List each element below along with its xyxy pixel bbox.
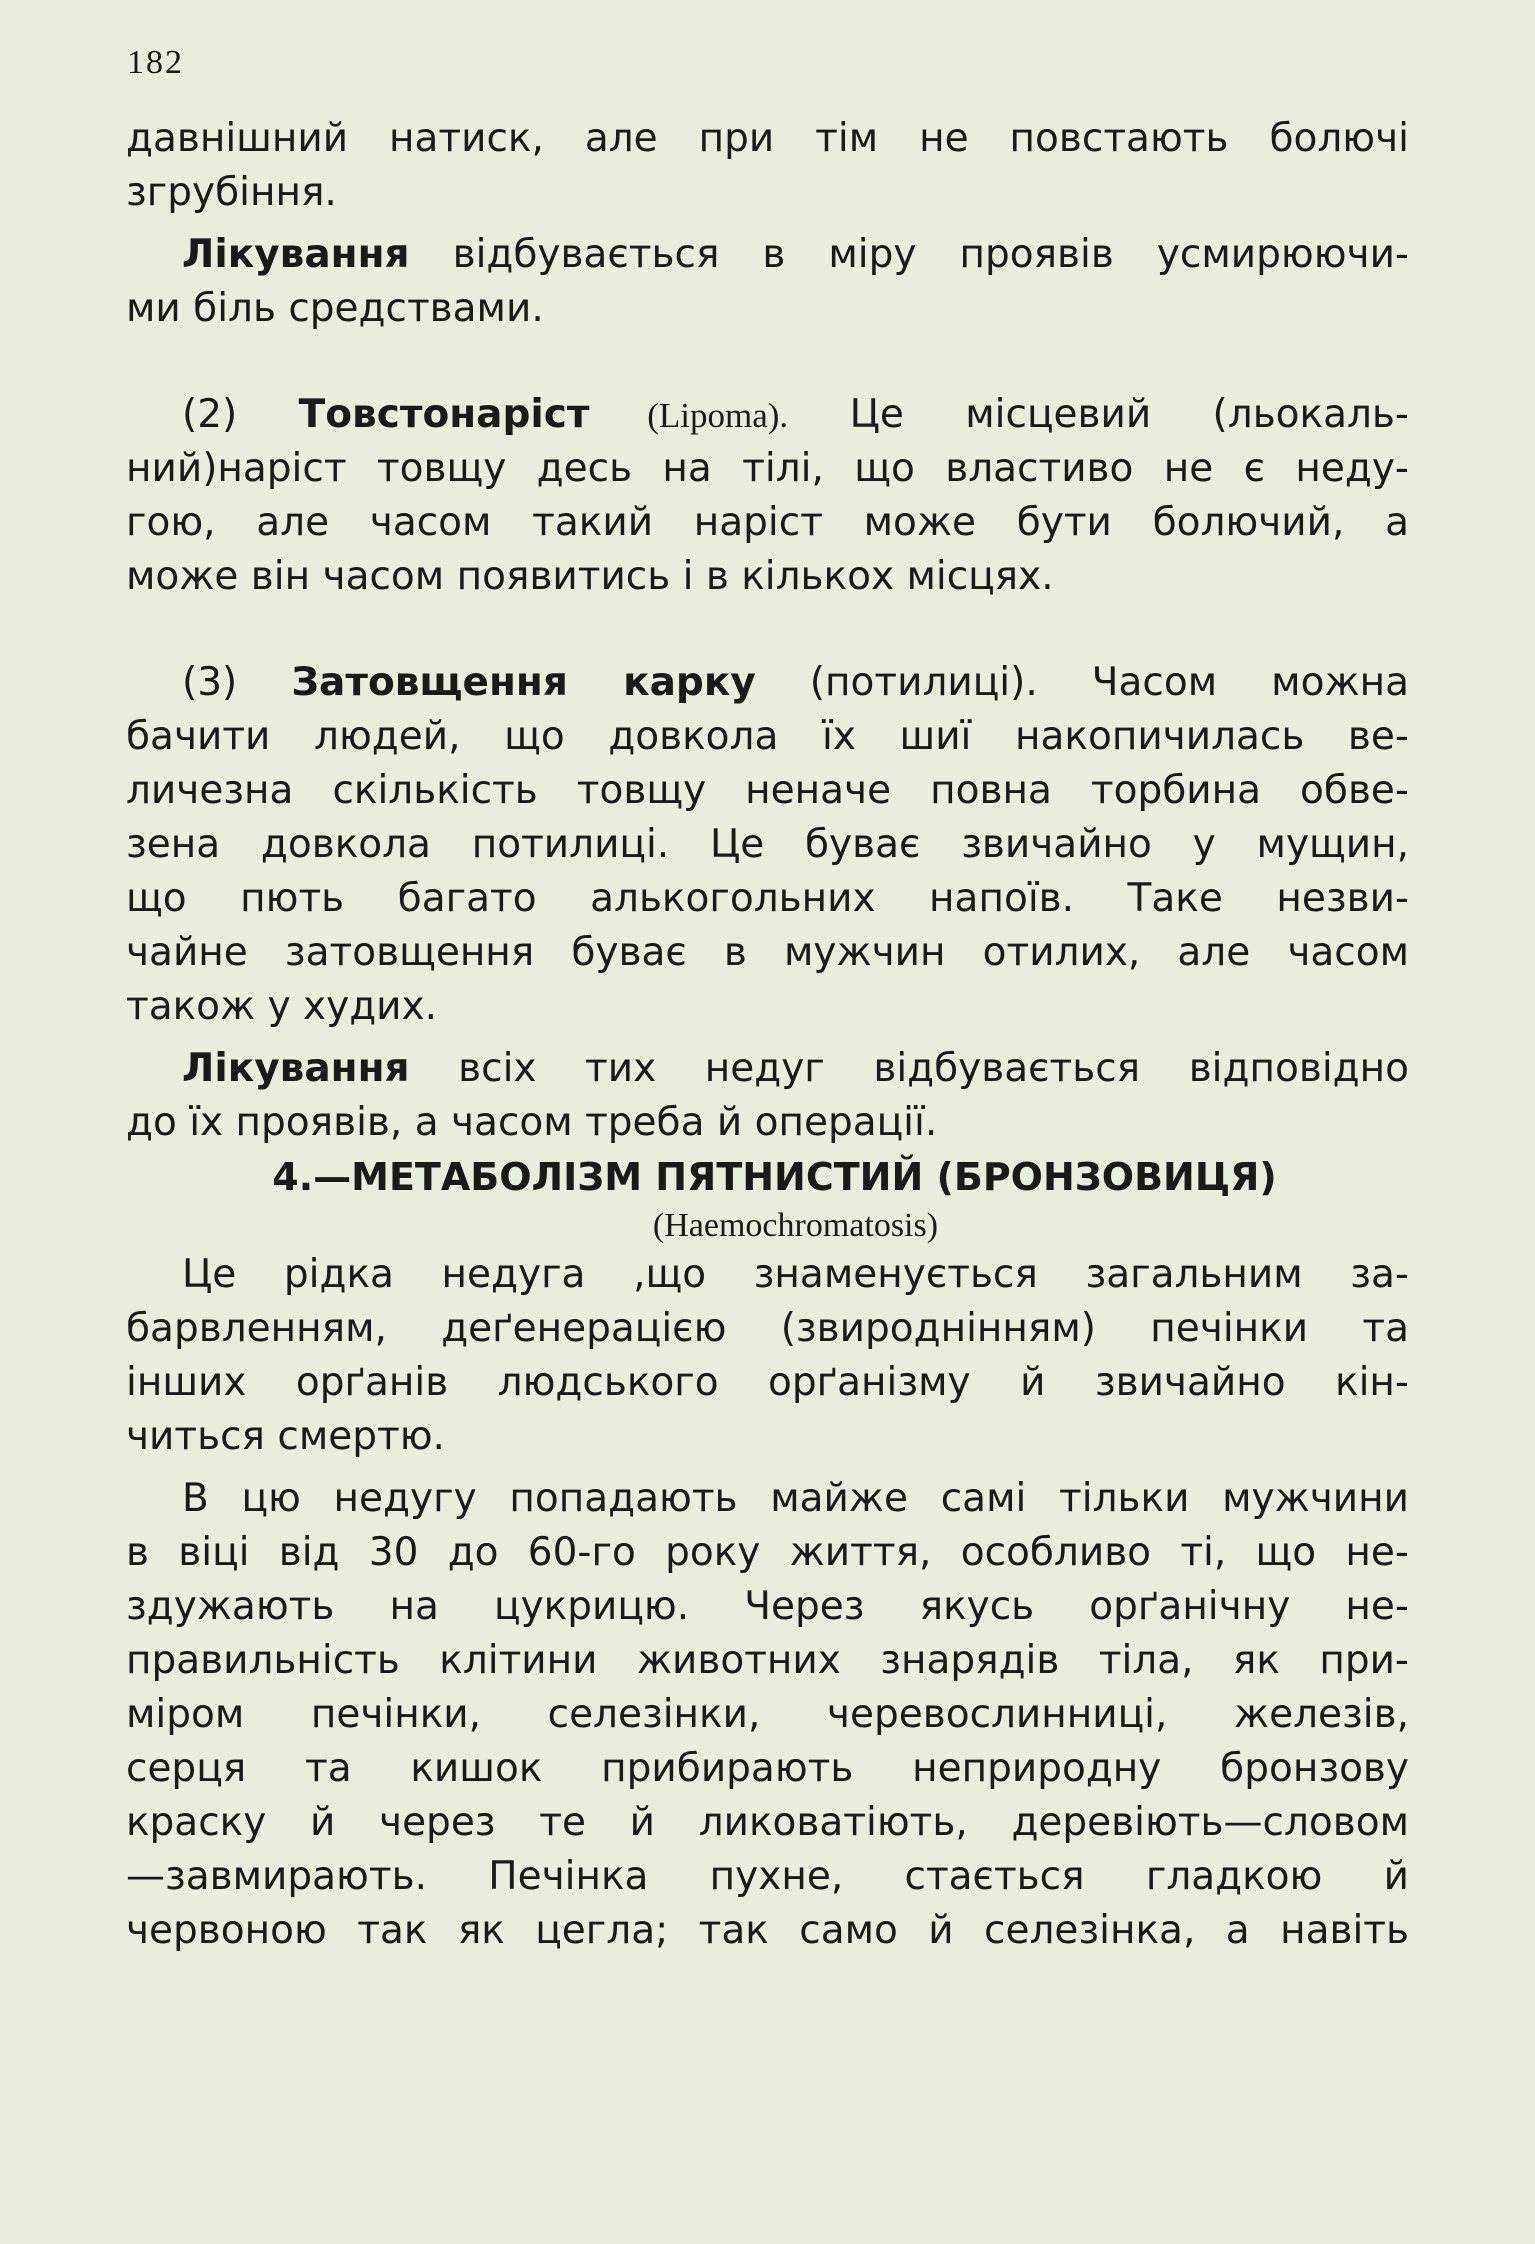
section-4-para-1-line-3: інших орґанів людського орґанізму й звичайно кін- — [126, 1360, 1409, 1405]
section-3-title: Затовщення карку — [291, 660, 756, 705]
section-3-line-4: зена довкола потилиці. Це буває звичайно у мущин, — [126, 822, 1409, 867]
section-4-para-2-line-4: правильність клітини животних знарядів тіла, як при- — [126, 1638, 1409, 1683]
section-4-para-2-line-7: краску й через те й ликоватіють, деревіють—словом — [126, 1800, 1409, 1845]
section-4-para-2-line-8: —завмирають. Печінка пухне, стається гладкою й — [126, 1854, 1409, 1899]
section-4-para-2-line-9: червоною так як цегла; так само й селезінка, а навіть — [126, 1908, 1409, 1953]
intro-line-1: давнішний натиск, але при тім не повстають болючі — [126, 116, 1409, 161]
section-2-latin: (Lipoma). — [589, 396, 789, 435]
intro-line-2: згрубіння. — [126, 170, 337, 215]
section-2-line-2: ний)наріст товщу десь на тілі, що властиво не є неду- — [126, 446, 1409, 491]
page-body — [126, 112, 1409, 1958]
section-4-para-2-line-1: В цю недугу попадають майже самі тільки мужчини — [182, 1476, 1409, 1521]
section-3-line-6: чайне затовщення буває в мужчин отилих, але часом — [126, 930, 1409, 975]
section-3-text: (потилиці). Часом можна — [755, 660, 1409, 705]
section-4-para-2-line-6: серця та кишок прибирають неприродну бронзову — [126, 1746, 1409, 1791]
section-4-para-1-line-1: Це рідка недуга ,що знаменується загальним за- — [182, 1252, 1409, 1297]
treatment-label: Лікування — [182, 232, 410, 277]
section-4-para-2-line-2: в віці від 30 до 60-го року життя, особливо ті, що не- — [126, 1530, 1409, 1575]
treatment-2-line-2: до їх проявів, а часом треба й операції. — [126, 1100, 938, 1145]
section-2-number: (2) — [182, 392, 299, 437]
section-4-para-2-line-3: здужають на цукрицю. Через якусь орґанічну не- — [126, 1584, 1409, 1629]
section-3-line-2: бачити людей, що довкола їх шиї накопичилась ве- — [126, 714, 1409, 759]
treatment-1-line-1 — [126, 228, 1409, 282]
section-2-title: Товстонаріст — [298, 392, 590, 437]
treatment-1-text: відбувається в міру проявів усмирюючи- — [409, 232, 1409, 277]
section-3-number: (3) — [182, 660, 292, 705]
treatment-2-text: всіх тих недуг відбувається відповідно — [409, 1046, 1409, 1091]
treatment-2-line-1 — [126, 1042, 1409, 1096]
page-number: 182 — [127, 44, 184, 81]
treatment-label: Лікування — [182, 1046, 410, 1091]
section-3-line-3: личезна скількість товщу неначе повна торбина обве- — [126, 768, 1409, 813]
section-3-line-1 — [126, 656, 1409, 710]
section-2-line-4: може він часом появитись і в кількох місцях. — [126, 554, 1054, 599]
section-2-text: Це місцевий (льокаль- — [788, 392, 1409, 437]
section-2-line-1 — [126, 388, 1409, 442]
treatment-1-line-2: ми біль средствами. — [126, 286, 544, 331]
section-4-subheading: (Haemochromatosis) — [652, 1207, 939, 1244]
section-4-para-2-line-5: міром печінки, селезінки, черевослинниці, железів, — [126, 1692, 1409, 1737]
section-4-para-1-line-4: читься смертю. — [126, 1414, 445, 1459]
section-4-para-1-line-2: барвленням, деґенерацією (звироднінням) печінки та — [126, 1306, 1409, 1351]
section-2-line-3: гою, але часом такий наріст може бути болючий, а — [126, 500, 1409, 545]
section-4-heading: 4.—МЕТАБОЛІЗМ ПЯТНИСТИЙ (БРОНЗОВИЦЯ) — [272, 1155, 1277, 1199]
section-3-line-5: що пють багато алькогольних напоїв. Таке незви- — [126, 876, 1409, 921]
section-3-line-7: також у худих. — [126, 984, 437, 1029]
